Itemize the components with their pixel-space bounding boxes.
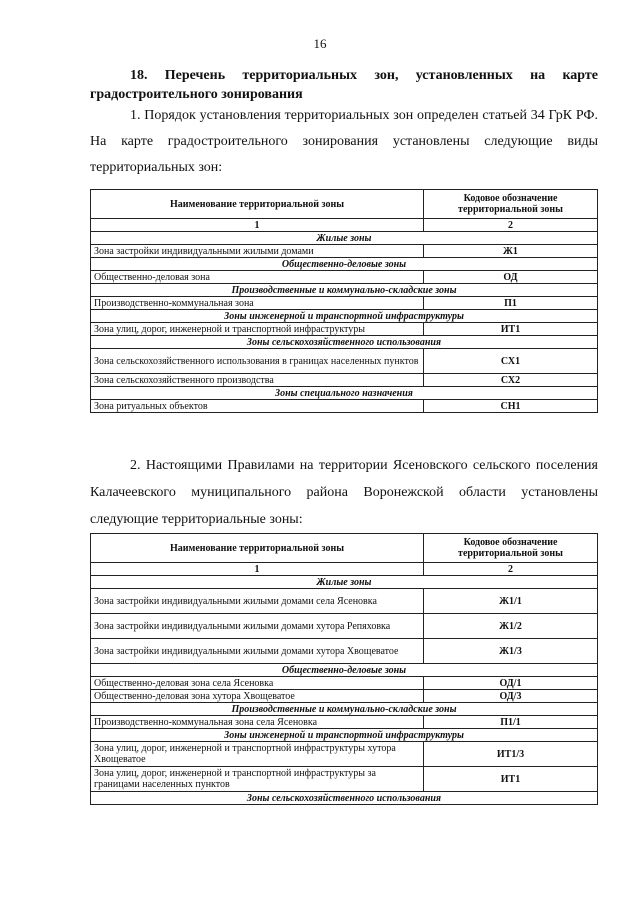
table-row [91, 271, 598, 284]
zone-code-cell: ОД/1 [424, 677, 598, 690]
section-title [90, 66, 598, 104]
zone-name-cell: Производственно-коммунальная зона [91, 297, 424, 310]
zone-name-cell: Зона сельскохозяйственного производства [91, 374, 424, 387]
zone-group-title: Общественно-деловые зоны [91, 258, 598, 271]
column-number-1: 1 [91, 219, 424, 232]
paragraph-2-text: 2. Настоящими Правилами на территории Ясеновского сельского поселения Калачеевского муниципального района Воронежской области установлены следующие территориальные зоны: [90, 458, 598, 527]
table-number-row [91, 563, 598, 576]
zone-code-cell: П1 [424, 297, 598, 310]
column-number-2: 2 [424, 219, 598, 232]
header-zone-name: Наименование территориальной зоны [91, 534, 424, 563]
header-zone-name: Наименование территориальной зоны [91, 190, 424, 219]
table-row [91, 639, 598, 664]
zone-code-cell: Ж1/1 [424, 589, 598, 614]
zone-group-title: Зоны специального назначения [91, 387, 598, 400]
table-row [91, 589, 598, 614]
zone-group-row [91, 792, 598, 805]
table-row [91, 245, 598, 258]
zones-table-1-body [91, 232, 598, 413]
table-row [91, 716, 598, 729]
zone-name-cell: Зона застройки индивидуальными жилыми домами села Ясеновка [91, 589, 424, 614]
zone-code-cell: Ж1 [424, 245, 598, 258]
column-number-1: 1 [91, 563, 424, 576]
zone-group-title: Жилые зоны [91, 232, 598, 245]
zone-code-cell: ИТ1/3 [424, 742, 598, 767]
zone-name-cell: Зона улиц, дорог, инженерной и транспортной инфраструктуры [91, 323, 424, 336]
zone-group-title: Производственные и коммунально-складские зоны [91, 284, 598, 297]
section-title-text: 18. Перечень территориальных зон, установленных на карте градостроительного зонирования [90, 68, 598, 102]
zones-table-2-body [91, 576, 598, 805]
zone-group-title: Производственные и коммунально-складские зоны [91, 703, 598, 716]
zone-group-row [91, 336, 598, 349]
table-row [91, 400, 598, 413]
table-row [91, 742, 598, 767]
zone-group-row [91, 729, 598, 742]
zone-code-cell: Ж1/2 [424, 614, 598, 639]
zone-group-row [91, 258, 598, 271]
zone-group-title: Зоны сельскохозяйственного использования [91, 792, 598, 805]
paragraph-1-text: 1. Порядок установления территориальных зон определен статьей 34 ГрК РФ. На карте градостроительного зонирования установлены следующие виды территориальных зон: [90, 108, 598, 175]
zone-name-cell: Производственно-коммунальная зона села Ясеновка [91, 716, 424, 729]
zone-group-title: Зоны инженерной и транспортной инфраструктуры [91, 729, 598, 742]
table-row [91, 690, 598, 703]
column-number-2: 2 [424, 563, 598, 576]
zone-name-cell: Общественно-деловая зона села Ясеновка [91, 677, 424, 690]
zone-code-cell: Ж1/3 [424, 639, 598, 664]
page-number: 16 [313, 36, 327, 51]
zone-group-row [91, 310, 598, 323]
zone-group-title: Зоны сельскохозяйственного использования [91, 336, 598, 349]
zone-name-cell: Общественно-деловая зона [91, 271, 424, 284]
table-header-row [91, 534, 598, 563]
zone-code-cell: СН1 [424, 400, 598, 413]
zone-code-cell: ИТ1 [424, 767, 598, 792]
header-zone-code: Кодовое обозначение территориальной зоны [424, 190, 598, 219]
table-row [91, 374, 598, 387]
zone-code-cell: ОД [424, 271, 598, 284]
zone-name-cell: Общественно-деловая зона хутора Хвощеватое [91, 690, 424, 703]
zone-code-cell: ИТ1 [424, 323, 598, 336]
zone-group-title: Жилые зоны [91, 576, 598, 589]
zone-group-row [91, 664, 598, 677]
zone-name-cell: Зона сельскохозяйственного использования в границах населенных пунктов [91, 349, 424, 374]
table-row [91, 297, 598, 310]
zone-group-title: Общественно-деловые зоны [91, 664, 598, 677]
zone-group-row [91, 387, 598, 400]
table-row [91, 323, 598, 336]
paragraph-2 [90, 452, 598, 533]
zone-code-cell: ОД/3 [424, 690, 598, 703]
zone-name-cell: Зона улиц, дорог, инженерной и транспортной инфраструктуры за границами населенных пунктов [91, 767, 424, 792]
table-row [91, 767, 598, 792]
zone-code-cell: СХ1 [424, 349, 598, 374]
zone-code-cell: П1/1 [424, 716, 598, 729]
table-row [91, 614, 598, 639]
zone-group-row [91, 703, 598, 716]
table-row [91, 677, 598, 690]
zone-group-row [91, 284, 598, 297]
zones-table-1 [90, 189, 598, 413]
table-number-row [91, 219, 598, 232]
zone-name-cell: Зона застройки индивидуальными жилыми домами [91, 245, 424, 258]
zone-name-cell: Зона застройки индивидуальными жилыми домами хутора Хвощеватое [91, 639, 424, 664]
zone-code-cell: СХ2 [424, 374, 598, 387]
zone-group-row [91, 232, 598, 245]
paragraph-1 [90, 103, 598, 181]
table-header-row [91, 190, 598, 219]
zone-name-cell: Зона ритуальных объектов [91, 400, 424, 413]
zone-group-title: Зоны инженерной и транспортной инфраструктуры [91, 310, 598, 323]
header-zone-code: Кодовое обозначение территориальной зоны [424, 534, 598, 563]
table-row [91, 349, 598, 374]
zone-name-cell: Зона улиц, дорог, инженерной и транспортной инфраструктуры хутора Хвощеватое [91, 742, 424, 767]
zone-name-cell: Зона застройки индивидуальными жилыми домами хутора Репяховка [91, 614, 424, 639]
zones-table-2 [90, 533, 598, 805]
zone-group-row [91, 576, 598, 589]
